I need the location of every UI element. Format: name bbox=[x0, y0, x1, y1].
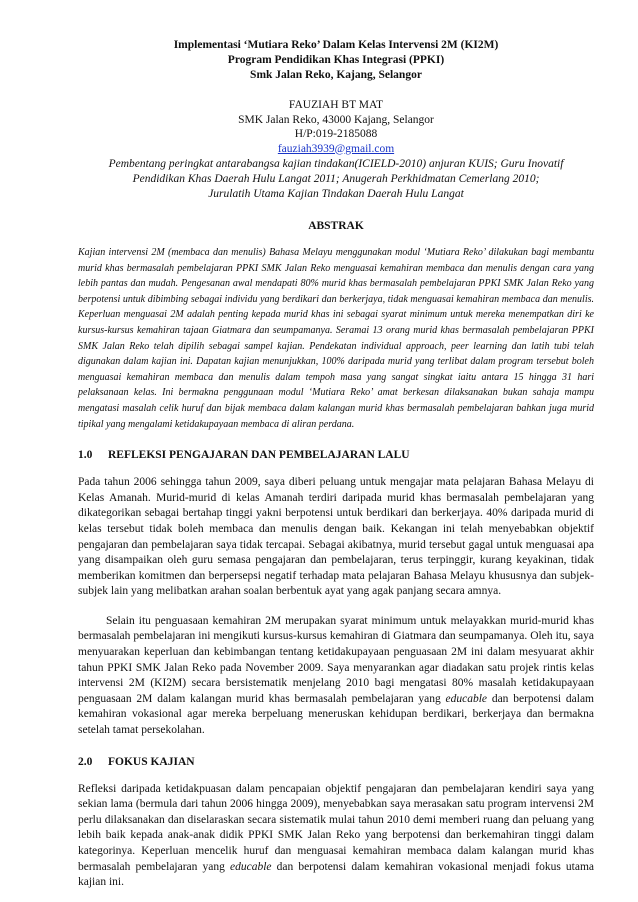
section-1-paragraph-1: Pada tahun 2006 sehingga tahun 2009, saya diberi peluang untuk mengajar mata pelajaran Bahasa Melayu di Kelas Amanah. Murid-murid di kelas Amanah terdiri daripada murid khas bermasalah pembelajaran yang dikategorikan sebagai bertahap tinggi yakni berpotensi untuk berdikari dan berkerjaya. 40% daripada murid di kelas tersebut tidak boleh membaca dan menulis dengan baik. Kekangan ini telah menyebabkan objektif pengajaran dan pembelajaran saya tidak tercapai. Sebagai akibatnya, murid tersebut gagal untuk menguasai apa yang disampaikan oleh guru semasa pengajaran dan pembelajaran, terus terpinggir, kurang keyakinan, tidak memberikan komitmen dan berpersepsi negatif terhadap mata pelajaran Bahasa Melayu khususnya dan subjek-subjek lain yang melibatkan arahan soalan berbentuk ayat yang agak panjang secara amnya. bbox=[78, 476, 594, 598]
title-line-1: Implementasi ‘Mutiara Reko’ Dalam Kelas Intervensi 2M (KI2M) bbox=[173, 39, 499, 51]
abstract-text: Kajian intervensi 2M (membaca dan menulis) Bahasa Melayu menggunakan modul ‘Mutiara Reko’ dilakukan bagi membantu murid khas bermasalah pembelajaran PPKI SMK Jalan Reko menguasai kemahiran membaca dan menulis dengan cara yang lebih pantas dan mudah. Pengesanan awal mendapati 80% murid khas bermasalah pembelajaran PPKI SMK Jalan Reko yang berpotensi untuk dibimbing sebagai individu yang berdikari dan berkerjaya, tidak menguasai kemahiran membaca dan menulis. Keperluan menguasai 2M adalah penting kepada murid khas ini sebagai syarat minimum untuk mereka menempatkan diri ke kursus-kursus kemahiran tajaan Giatmara dan seumpamanya. Seramai 13 orang murid khas bermasalah pembelajaran PPKI SMK Jalan Reko telah dipilih sebagai sampel kajian. Pendekatan individual approach, peer learning dan latih tubi telah digunakan dalam kajian ini. Dapatan kajian menunjukkan, 100% daripada murid yang terlibat dalam program tersebut boleh menguasai kemahiran membaca dan menulis dalam tempoh masa yang sangat singkat iaitu antara 15 hingga 31 hari pelaksanaan kelas. Ini bermakna penggunaan modul ‘Mutiara Reko’ amat berkesan dilaksanakan bukan sahaja mampu mengatasi masalah celik huruf dan bijak membaca dalam kalangan murid khas bermasalah pembelajaran bahkan juga murid tipikal yang mengalami ketidakupayaan membaca di aliran perdana. bbox=[78, 247, 594, 430]
section-2-number: 2.0 bbox=[78, 755, 93, 768]
author-address: SMK Jalan Reko, 43000 Kajang, Selangor bbox=[238, 113, 434, 126]
author-phone: H/P:019-2185088 bbox=[294, 128, 378, 140]
section-1-heading bbox=[78, 448, 594, 462]
section-2-paragraph-part-a: Refleksi daripada ketidakpuasan dalam pencapaian objektif pengajaran dan pembelajaran kendiri saya yang sekian lama (bermula dari tahun 2006 hingga 2009), menyebabkan saya merasakan satu program intervensi 2M perlu dilaksanakan dan diselaraskan secara sistematik mulai tahun 2010 demi memberi ruang dan peluang yang lebih baik kepada anak-anak didik PPKI SMK Jalan Reko yang berpotensi dan berkemahiran tinggi dalam kategorinya. Keperluan mencelik huruf dan menguasai kemahiran membaca dalam kalangan murid khas bermasalah pembelajaran yang bbox=[78, 782, 594, 873]
section-2-heading bbox=[78, 755, 594, 769]
section-1-paragraph-2-part-b: dan berpotensi dalam kemahiran vokasional agar mereka berpeluang meneruskan kehidupan berdikari, berkerjaya dan bermakna setelah tamat persekolahan. bbox=[78, 692, 595, 737]
section-1-number: 1.0 bbox=[78, 449, 93, 462]
affiliation-line-1: Pembentang peringkat antarabangsa kajian tindakan(ICIELD-2010) anjuran KUIS; Guru Inovatif bbox=[108, 158, 564, 170]
affiliation-line-2: Pendidikan Khas Daerah Hulu Langat 2011; Anugerah Perkhidmatan Cemerlang 2010; bbox=[132, 173, 540, 185]
section-1-title: REFLEKSI PENGAJARAN DAN PEMBELAJARAN LALU bbox=[108, 449, 410, 462]
affiliation-line-3: Jurulatih Utama Kajian Tindakan Daerah Hulu Langat bbox=[208, 188, 464, 200]
abstract-heading: ABSTRAK bbox=[308, 220, 364, 232]
section-2-paragraph-part-b: dan berpotensi dalam kemahiran vokasional menjadi fokus utama kajian ini. bbox=[78, 860, 595, 889]
section-1-paragraph-2 bbox=[78, 614, 594, 739]
title-line-3: Smk Jalan Reko, Kajang, Selangor bbox=[250, 69, 422, 81]
section-2-paragraph-italic: educable bbox=[229, 860, 272, 873]
author-block bbox=[78, 98, 594, 156]
section-2-paragraph bbox=[78, 782, 594, 891]
author-name: FAUZIAH BT MAT bbox=[288, 99, 384, 111]
section-1-paragraph-2-part-a: Selain itu penguasaan kemahiran 2M merupakan syarat minimum untuk melayakkan murid-murid khas bermasalah pembelajaran ini mengikuti kursus-kursus kemahiran di Giatmara dan seumpamanya. Oleh itu, saya menyuarakan keperluan dan kebimbangan tentang ketidakupayaan penguasaan 2M ini dalam mesyuarat akhir tahun PPKI SMK Jalan Reko pada November 2009. Saya menyarankan agar diadakan satu projek rintis kelas intervensi 2M (KI2M) secara bersistematik menjelang 2010 bagi mengatasi 80% masalah ketidakupayaan penguasaan 2M dalam kalangan murid khas bermasalah pembelajaran yang bbox=[78, 614, 594, 705]
section-1-paragraph-2-italic: educable bbox=[445, 692, 488, 705]
author-email-link[interactable]: fauziah3939@gmail.com bbox=[277, 142, 395, 155]
title-line-2: Program Pendidikan Khas Integrasi (PPKI) bbox=[227, 54, 445, 66]
section-2-title: FOKUS KAJIAN bbox=[108, 755, 195, 768]
paper-title bbox=[78, 38, 594, 83]
author-affiliations bbox=[78, 157, 594, 202]
